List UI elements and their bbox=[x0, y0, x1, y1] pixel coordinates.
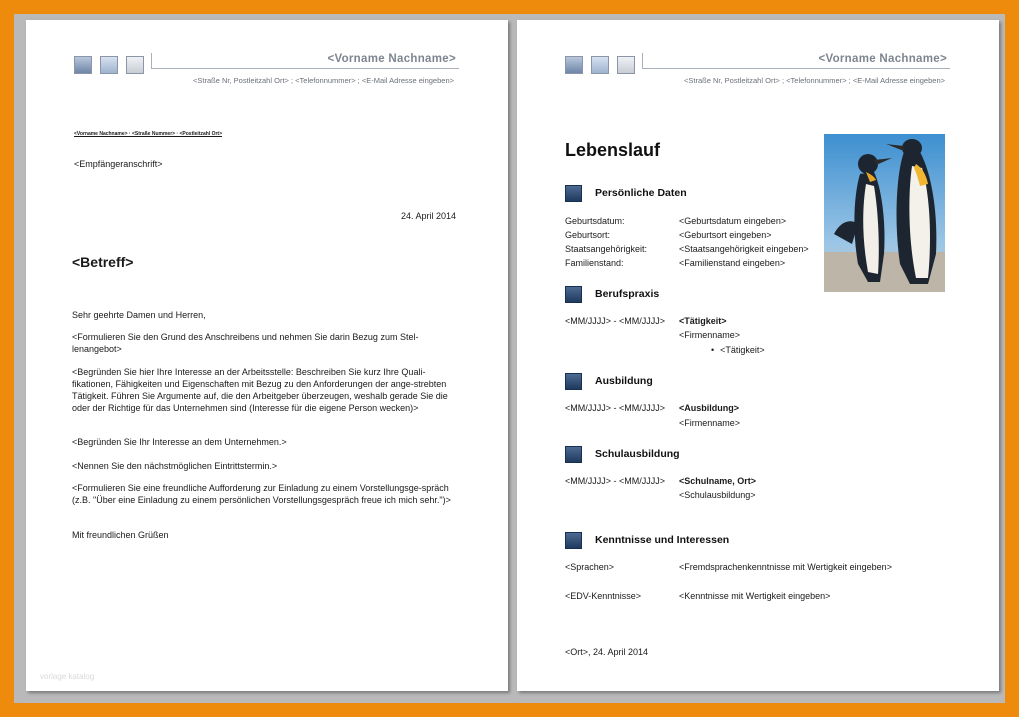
header-square-icon bbox=[565, 56, 583, 74]
cv-page bbox=[517, 20, 999, 691]
header-address: <Straße Nr, Postleitzahl Ort> ; <Telefonnummer> ; <E-Mail Adresse eingeben> bbox=[193, 76, 454, 85]
role: <Ausbildung> bbox=[679, 403, 740, 413]
period: <MM/JJJJ> - <MM/JJJJ> bbox=[565, 476, 666, 486]
field-label: Geburtsort: bbox=[565, 230, 611, 240]
cv-title: Lebenslauf bbox=[565, 140, 661, 160]
skill-label: <Sprachen> bbox=[565, 562, 615, 572]
header-square-icon bbox=[126, 56, 144, 74]
section-square-icon bbox=[565, 446, 582, 463]
recipient-address: <Empfängeranschrift> bbox=[74, 159, 163, 169]
cover-letter-page bbox=[26, 20, 508, 691]
header-square-icon bbox=[100, 56, 118, 74]
company: <Firmenname> bbox=[679, 418, 741, 428]
letter-subject: <Betreff> bbox=[72, 254, 134, 270]
header-name: <Vorname Nachname> bbox=[327, 53, 456, 65]
section-title-ausbildung: Ausbildung bbox=[595, 375, 653, 387]
skill-value: <Fremdsprachenkenntnisse mit Wertigkeit eingeben> bbox=[679, 562, 892, 572]
section-square-icon bbox=[565, 373, 582, 390]
letter-paragraph: <Formulieren Sie den Grund des Anschreibens und nehmen Sie darin Bezug zum Stel-lenangebot> bbox=[72, 332, 419, 354]
field-label: Geburtsdatum: bbox=[565, 216, 625, 226]
section-square-icon bbox=[565, 532, 582, 549]
section-title-berufspraxis: Berufspraxis bbox=[595, 288, 660, 300]
letter-closing: Mit freundlichen Grüßen bbox=[72, 530, 169, 540]
letter-paragraph: <Begründen Sie Ihr Interesse an dem Unternehmen.> bbox=[72, 437, 287, 447]
letter-paragraph: <Nennen Sie den nächstmöglichen Eintrittstermin.> bbox=[72, 461, 278, 471]
header-square-icon bbox=[591, 56, 609, 74]
document-viewer bbox=[14, 14, 1005, 703]
skill-label: <EDV-Kenntnisse> bbox=[565, 591, 642, 601]
header-square-icon bbox=[617, 56, 635, 74]
header-square-icon bbox=[74, 56, 92, 74]
field-label: Staatsangehörigkeit: bbox=[565, 244, 648, 254]
letter-date: 24. April 2014 bbox=[401, 211, 457, 221]
skill-value: <Kenntnisse mit Wertigkeit eingeben> bbox=[679, 591, 831, 601]
section-square-icon bbox=[565, 185, 582, 202]
company: <Firmenname> bbox=[679, 330, 741, 340]
period: <MM/JJJJ> - <MM/JJJJ> bbox=[565, 403, 666, 413]
field-value: <Geburtsort eingeben> bbox=[679, 230, 772, 240]
header-name: <Vorname Nachname> bbox=[818, 53, 947, 65]
role: <Tätigkeit> bbox=[679, 316, 727, 326]
school-detail: <Schulausbildung> bbox=[679, 490, 756, 500]
period: <MM/JJJJ> - <MM/JJJJ> bbox=[565, 316, 666, 326]
section-title-schule: Schulausbildung bbox=[595, 448, 680, 460]
place-date: <Ort>, 24. April 2014 bbox=[565, 647, 649, 657]
penguin-photo bbox=[824, 134, 945, 292]
letter-paragraph: <Formulieren Sie eine freundliche Aufforderung zur Einladung zu einem Vorstellungsge-spräch (z.B. "Über eine Einladung zu einem persönlichen Vorstellungsgespräch freue ich mich sehr.")> bbox=[72, 483, 451, 505]
header-address: <Straße Nr, Postleitzahl Ort> ; <Telefonnummer> ; <E-Mail Adresse eingeben> bbox=[684, 76, 945, 85]
bullet-item: • <Tätigkeit> bbox=[711, 344, 765, 356]
watermark: vorlage katalog bbox=[40, 672, 95, 681]
section-square-icon bbox=[565, 286, 582, 303]
field-value: <Familienstand eingeben> bbox=[679, 258, 786, 268]
letter-salutation: Sehr geehrte Damen und Herren, bbox=[72, 310, 206, 320]
sender-line: <Vorname Nachname> · <Straße Nummer> · <Postleitzahl Ort> bbox=[74, 131, 223, 137]
school: <Schulname, Ort> bbox=[679, 476, 757, 486]
section-title-personal: Persönliche Daten bbox=[595, 187, 687, 199]
letter-paragraph: <Begründen Sie hier Ihre Interesse an der Arbeitsstelle: Beschreiben Sie kurz Ihre Quali-fikationen, Fähigkeiten und Eigenschaften mit Bezug zu den Anforderungen der ange-strebten Tätigkeit. Führen Sie Argumente auf, die den Arbeitgeber überzeugen, weshalb gerade Sie die oder der Richtige für das Unternehmen sind (Interesse für die eigene Person wecken)> bbox=[72, 367, 448, 413]
field-value: <Geburtsdatum eingeben> bbox=[679, 216, 787, 226]
field-label: Familienstand: bbox=[565, 258, 624, 268]
field-value: <Staatsangehörigkeit eingeben> bbox=[679, 244, 809, 254]
section-title-kenntnisse: Kenntnisse und Interessen bbox=[595, 534, 730, 546]
